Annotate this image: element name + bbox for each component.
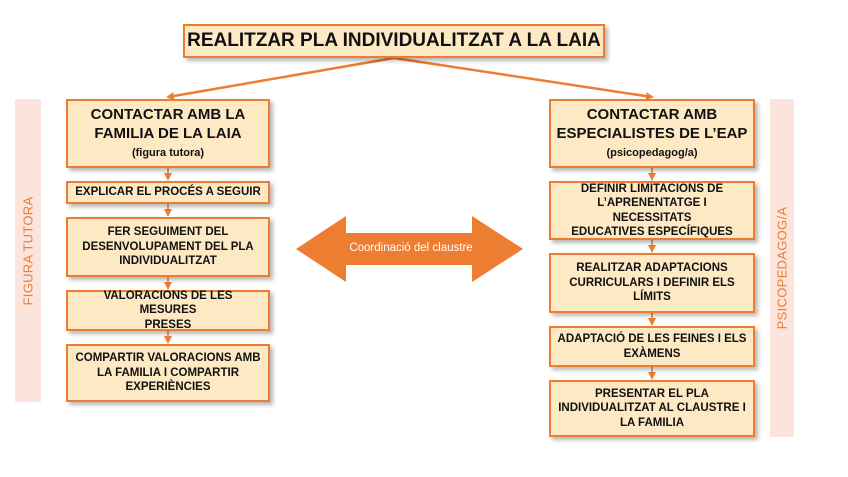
right-step-2-line-2: CURRICULARS I DEFINIR ELS <box>569 276 735 289</box>
left-header-box <box>66 99 270 168</box>
left-step-3-line-2: PRESES <box>144 318 192 331</box>
left-step-4-line-3: EXPERIÈNCIES <box>125 381 211 394</box>
right-header-subtitle: (psicopedagog/a) <box>606 147 698 160</box>
right-side-label: PSICOPEDAGOG/A <box>774 206 790 330</box>
right-step-4-line-1: PRESENTAR EL PLA <box>595 387 709 400</box>
right-step-3-line-2: EXÀMENS <box>623 347 681 360</box>
right-step-2 <box>549 253 755 313</box>
left-step-1-line-1: EXPLICAR EL PROCÉS A SEGUIR <box>75 186 261 199</box>
left-header-line-1: CONTACTAR AMB LA <box>90 105 246 123</box>
plan-title: REALITZAR PLA INDIVIDUALITZAT A LA LAIA <box>187 30 601 52</box>
left-step-2-line-3: INDIVIDUALITZAT <box>119 255 217 268</box>
left-step-4-line-2: LA FAMILIA I COMPARTIR <box>96 366 240 379</box>
right-step-2-line-3: LÍMITS <box>633 291 671 304</box>
right-header-box <box>549 99 755 168</box>
right-step-1-line-3: EDUCATIVES ESPECÍFIQUES <box>571 225 733 238</box>
right-step-4-line-2: INDIVIDUALITZAT AL CLAUSTRE I <box>558 402 746 415</box>
right-step-3 <box>549 326 755 367</box>
left-step-3 <box>66 290 270 331</box>
left-step-4-line-1: COMPARTIR VALORACIONS AMB <box>75 352 261 365</box>
left-step-2-line-1: FER SEGUIMENT DEL <box>107 226 229 239</box>
right-step-1-line-2: L’APRENENTATGE I NECESSITATS <box>597 197 707 224</box>
right-step-2-line-1: REALITZAR ADAPTACIONS <box>576 262 728 275</box>
right-step-1-line-1: DEFINIR LIMITACIONS DE <box>580 182 724 195</box>
right-step-4 <box>549 380 755 437</box>
title-to-left-connector <box>168 58 394 97</box>
title-to-right-connector <box>394 58 652 97</box>
right-step-4-line-3: LA FAMILIA <box>619 416 685 429</box>
plan-title-box <box>183 24 605 58</box>
left-header-subtitle: (figura tutora) <box>131 147 205 160</box>
left-step-1 <box>66 181 270 204</box>
left-step-2-line-2: DESENVOLUPAMENT DEL PLA <box>82 240 254 253</box>
left-step-3-line-1: VALORACIONS DE LES MESURES <box>103 289 233 317</box>
right-header-line-2: ESPECIALISTES DE L’EAP <box>556 124 748 142</box>
left-step-2 <box>66 217 270 277</box>
coordination-label: Coordinació del claustre <box>349 242 473 254</box>
right-header-line-1: CONTACTAR AMB <box>586 105 718 123</box>
left-side-label: FIGURA TUTORA <box>20 196 36 305</box>
right-step-3-line-1: ADAPTACIÓ DE LES FEINES I ELS <box>557 333 747 346</box>
left-header-line-2: FAMILIA DE LA LAIA <box>94 124 242 142</box>
left-step-4 <box>66 344 270 402</box>
right-step-1 <box>549 181 755 240</box>
